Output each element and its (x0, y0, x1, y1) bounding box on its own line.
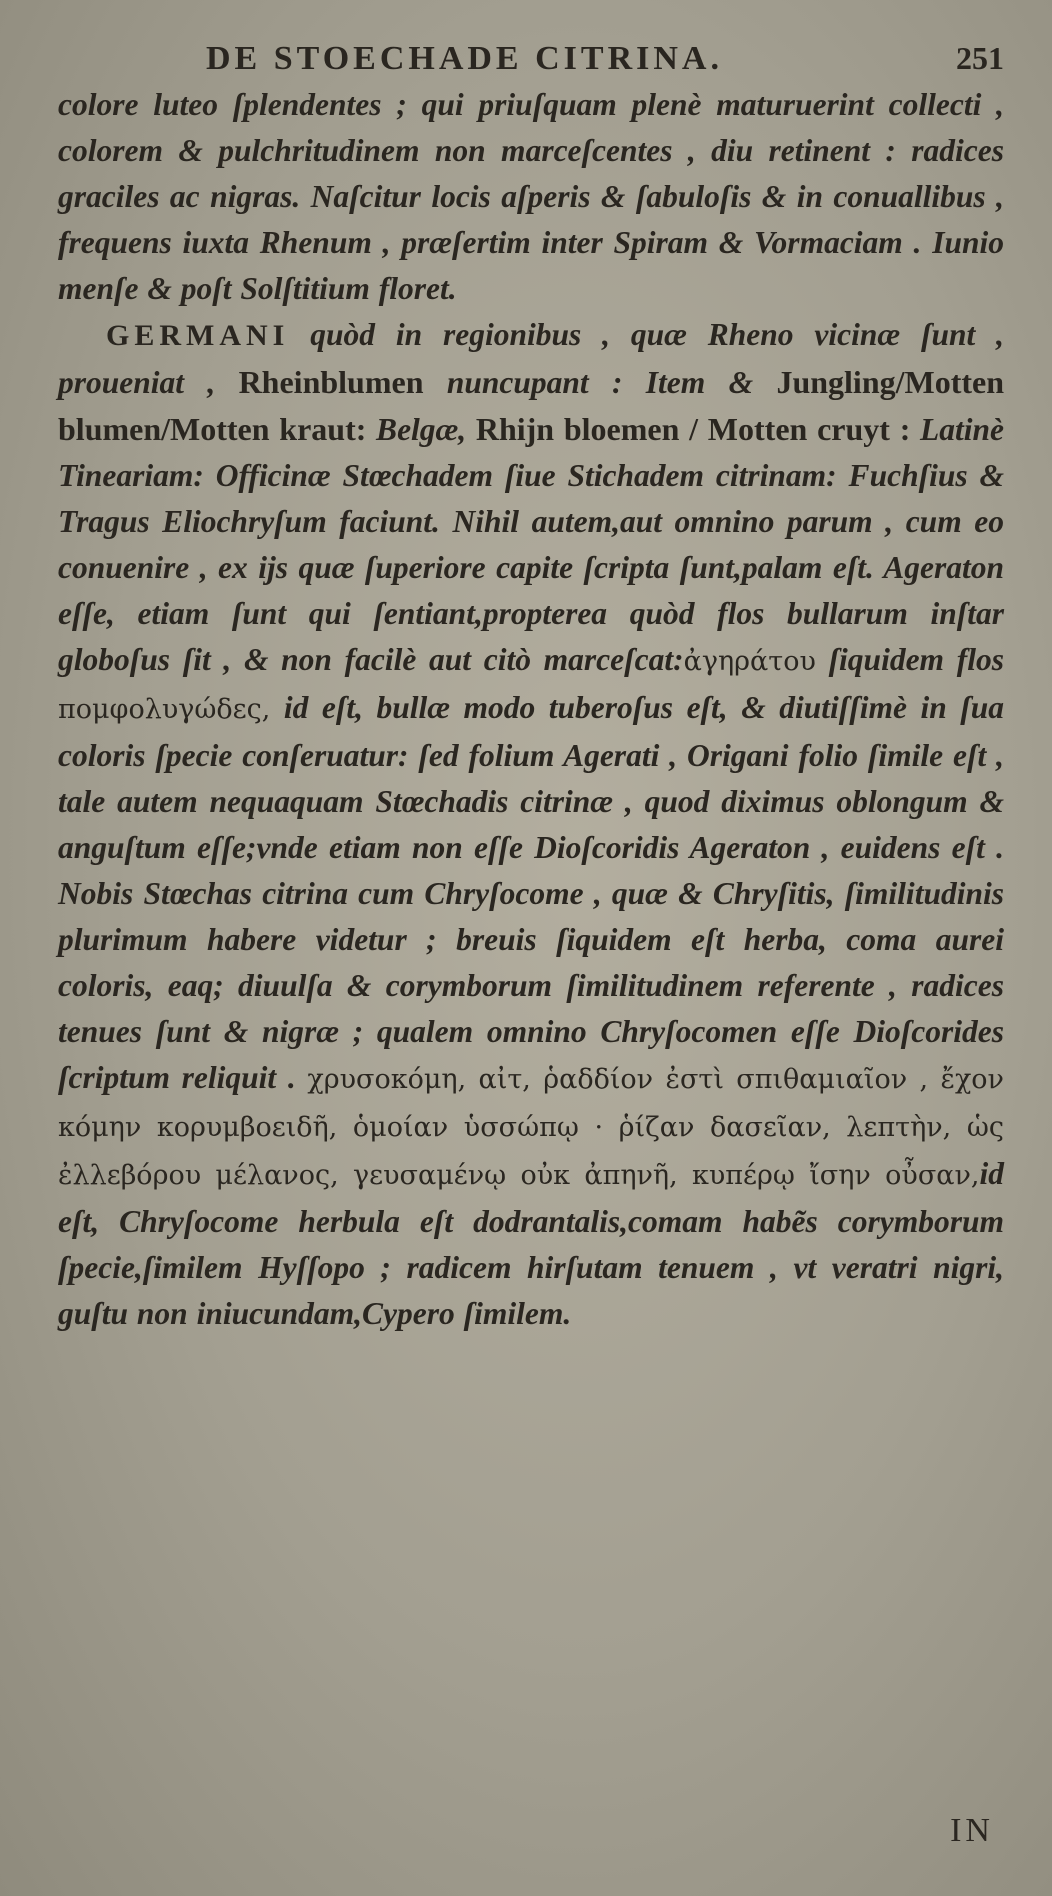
greek-text: πομφολυγώδες, (58, 694, 271, 725)
running-title: DE STOECHADE CITRINA. (206, 40, 723, 77)
greek-text: χρυσοκόμη, αἰτ, ῥαδδίον ἐστὶ σπιθαμιαῖον , ἔχον κόμην κορυμβοειδῆ, ὁμοίαν ὑσσώπῳ · ῥίζαν δασεῖαν, λεπτὴν, ὡς ἐλλεβόρου μέλανος, γευσαμένῳ οὐκ ἀπηνῆ, κυπέρῳ ἴσην οὖσαν, (58, 1064, 1004, 1191)
paragraph-description (58, 82, 1004, 312)
greek-text: ἀγηράτου (683, 646, 816, 677)
running-header (206, 40, 1004, 82)
page-number: 251 (956, 40, 1004, 76)
latin-text: quòd in regionibus , quæ Rheno vicinæ ſunt , proueniat , (58, 317, 1004, 400)
catchword: IN (950, 1812, 994, 1849)
small-caps-text: GERMANI (106, 319, 290, 352)
paragraph-germani (58, 312, 1004, 1337)
blackletter-text: Rheinblumen (238, 364, 424, 400)
latin-text: colore luteo ſplendentes ; qui priuſquam plenè maturuerint collecti , colorem & pulchritudinem non marceſcentes , diu retinent : radices graciles ac nigras. Naſcitur locis aſperis & ſabuloſis & in conuallibus , frequens iuxta Rhenum , præſertim inter Spiram & Vormaciam . Iunio menſe & poſt Solſtitium floret. (58, 87, 1004, 306)
latin-text: Belgæ, (366, 412, 476, 447)
blackletter-text: Jungling/Motten blumen/Motten kraut: (58, 364, 1005, 447)
latin-text: nuncupant : Item & (423, 365, 777, 400)
latin-text: Latinè Tineariam: Officinæ Stœchadem ſiue Stichadem citrinam: Fuchſius & Tragus Eliochryſum faciunt. Nihil autem,aut omnino parum , cum eo conuenire , ex ijs quæ ſuperiore capite ſcripta ſunt,palam eſt. Ageraton eſſe, etiam ſunt qui ſentiant,propterea quòd flos bullarum inſtar globoſus ſit , & non facilè aut citò marceſcat: (58, 412, 1005, 677)
text-body (58, 82, 1004, 1337)
latin-text: ſiquidem flos (815, 642, 1005, 677)
latin-text: id eſt, Chryſocome herbula eſt dodrantalis,comam habẽs corymborum ſpecie,ſimilem Hyſſopo ; radicem hirſutam tenuem , vt veratri nigri, guſtu non iniucundam,Cypero ſimilem. (58, 1156, 1004, 1331)
latin-text: id eſt, bullæ modo tuberoſus eſt, & diutiſſimè in ſua coloris ſpecie conſeruatur: ſed folium Agerati , Origani folio ſimile eſt , tale autem nequaquam Stœchadis citrinæ , quod diximus oblongum & anguſtum eſſe;vnde etiam non eſſe Dioſcoridis Ageraton , euidens eſt . Nobis Stœchas citrina cum Chryſocome , quæ & Chryſitis, ſimilitudinis plurimum habere videtur ; breuis ſiquidem eſt herba, coma aurei coloris, eaq; diuulſa & corymborum ſimilitudinem referente , radices tenues ſunt & nigræ ; qualem omnino Chryſocomen eſſe Dioſcorides ſcriptum reliquit . (58, 690, 1004, 1095)
blackletter-text: Rhijn bloemen / Motten cruyt : (475, 411, 911, 447)
